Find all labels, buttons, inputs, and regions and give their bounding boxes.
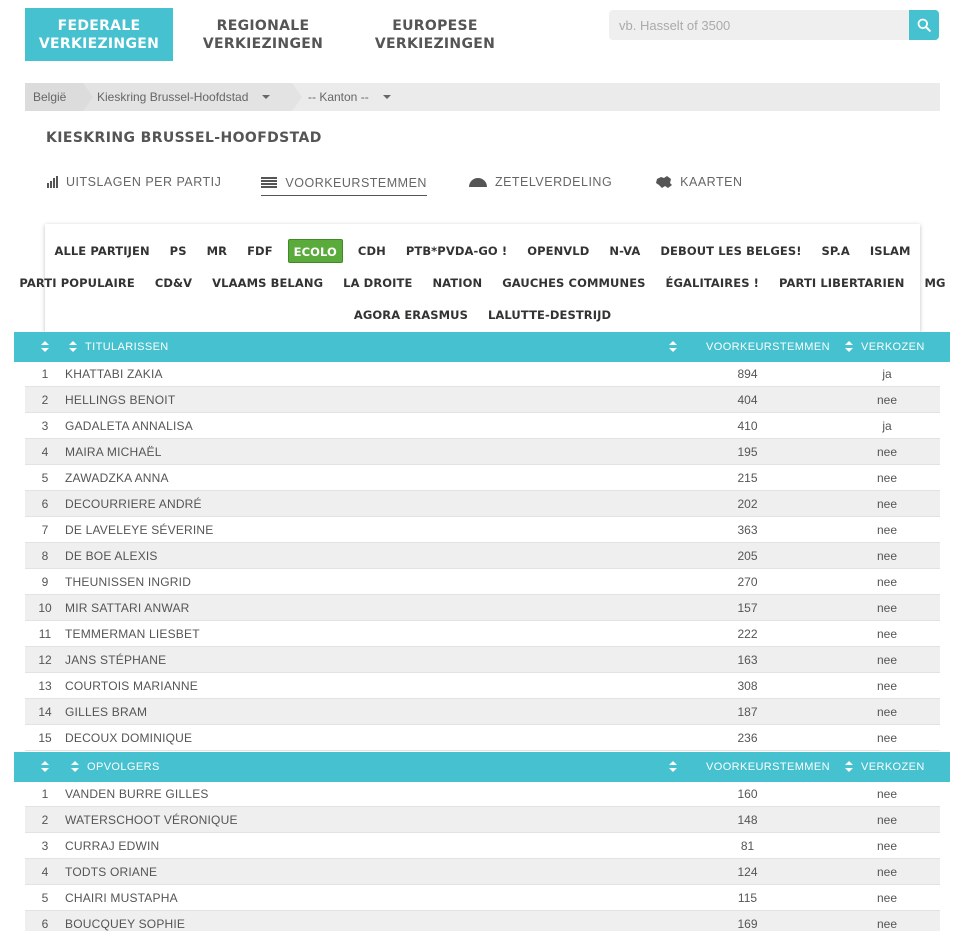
row-number: 9: [41, 574, 49, 589]
row-number: 10: [38, 600, 52, 615]
table-row: [25, 885, 940, 911]
elected-status: nee: [876, 626, 898, 641]
party-mr[interactable]: MR: [206, 244, 228, 258]
tab-zetelverdeling[interactable]: [469, 172, 612, 192]
elected-status: nee: [876, 444, 898, 459]
row-number: 4: [41, 864, 49, 879]
candidate-name: DECOUX DOMINIQUE: [65, 730, 193, 745]
map-icon: [656, 176, 672, 189]
sort-elected-button[interactable]: [845, 332, 925, 362]
candidate-name: DE LAVELEYE SÉVERINE: [65, 522, 214, 537]
table-row: [25, 833, 940, 859]
preference-votes: 894: [737, 366, 758, 381]
table-row: [25, 807, 940, 833]
preference-votes: 222: [737, 626, 758, 641]
party-parti-libertarien[interactable]: PARTI LIBERTARIEN: [779, 276, 905, 290]
party-nation[interactable]: NATION: [432, 276, 483, 290]
party-cd-v[interactable]: CD&V: [154, 276, 193, 290]
candidate-name: JANS STÉPHANE: [65, 652, 167, 667]
breadcrumb: [25, 83, 940, 111]
elected-status: nee: [876, 548, 898, 563]
tab-label-line1: EUROPESE: [392, 17, 478, 34]
party-n-va[interactable]: N-VA: [609, 244, 641, 258]
preference-votes: 202: [737, 496, 758, 511]
tab-federale-verkiezingen[interactable]: [25, 8, 173, 61]
preference-votes: 187: [737, 704, 758, 719]
tab-label-line2: VERKIEZINGEN: [202, 35, 324, 52]
elected-status: nee: [876, 838, 898, 853]
table-row: [25, 859, 940, 885]
candidate-name: DECOURRIERE ANDRÉ: [65, 496, 202, 511]
candidate-name: CHAIRI MUSTAPHA: [65, 890, 178, 905]
elected-status: nee: [876, 496, 898, 511]
party-ps[interactable]: PS: [169, 244, 187, 258]
canton-select[interactable]: [292, 83, 402, 111]
table-row: [25, 781, 940, 807]
preference-votes: 148: [737, 812, 758, 827]
elected-status: nee: [876, 786, 898, 801]
row-number: 8: [41, 548, 49, 563]
elected-status: nee: [876, 916, 898, 931]
tab-kaarten[interactable]: [656, 172, 742, 192]
party-gauches-communes[interactable]: GAUCHES COMMUNES: [502, 276, 646, 290]
party-lalutte-destrijd[interactable]: LALUTTE-DESTRIJD: [487, 308, 612, 322]
table-row: [25, 543, 940, 569]
table-row: [25, 517, 940, 543]
tab-europese-verkiezingen[interactable]: [361, 8, 509, 61]
candidate-name: COURTOIS MARIANNE: [65, 678, 198, 693]
tab-zetelverdeling-label: ZETELVERDELING: [494, 175, 613, 189]
party-ptb-pvda-go[interactable]: PTB*PVDA-GO !: [405, 244, 508, 258]
chevron-down-icon: [383, 95, 391, 99]
titularissen-table: [25, 361, 940, 751]
table-row: [25, 413, 940, 439]
table-row: [25, 699, 940, 725]
candidate-name: TEMMERMAN LIESBET: [65, 626, 200, 641]
tab-label-line2: VERKIEZINGEN: [38, 35, 160, 52]
elected-status: nee: [876, 812, 898, 827]
row-number: 3: [41, 418, 49, 433]
district-select-label: Kieskring Brussel-Hoofdstad: [97, 90, 249, 104]
district-select[interactable]: [83, 83, 292, 111]
party-debout-les-belges[interactable]: DEBOUT LES BELGES!: [660, 244, 802, 258]
table-row: [25, 673, 940, 699]
sort-elected-button[interactable]: [845, 752, 925, 782]
row-number: 15: [38, 730, 52, 745]
tab-regionale-verkiezingen[interactable]: [189, 8, 337, 61]
table-row: [25, 439, 940, 465]
elected-status: ja: [882, 366, 892, 381]
elected-status: nee: [876, 522, 898, 537]
party-ecolo[interactable]: ECOLO: [288, 239, 343, 263]
results-subtabs: [46, 172, 783, 196]
row-number: 1: [41, 786, 49, 801]
party-row: [45, 303, 920, 327]
preference-votes: 363: [737, 522, 758, 537]
row-number: 3: [41, 838, 49, 853]
candidate-name: ZAWADZKA ANNA: [65, 470, 169, 485]
chevron-down-icon: [262, 95, 270, 99]
party-la-droite[interactable]: LA DROITE: [343, 276, 413, 290]
row-number: 11: [38, 626, 52, 641]
opvolgers-table: [25, 781, 940, 931]
elected-status: nee: [876, 890, 898, 905]
row-number: 5: [41, 470, 49, 485]
candidate-name: WATERSCHOOT VÉRONIQUE: [65, 812, 238, 827]
preference-votes: 115: [737, 890, 758, 905]
sort-icon: [669, 341, 677, 353]
table-row: [25, 595, 940, 621]
elected-status: nee: [876, 574, 898, 589]
column-header-titularissen: TITULARISSEN: [85, 341, 169, 353]
tab-kaarten-label: KAARTEN: [680, 175, 743, 189]
party-row: [19, 271, 946, 295]
breadcrumb-separator: [83, 83, 93, 111]
candidate-name: GILLES BRAM: [65, 704, 148, 719]
hemicycle-icon: [469, 177, 487, 187]
sort-icon: [41, 341, 49, 353]
party-islam[interactable]: ISLAM: [869, 244, 911, 258]
list-icon: [261, 177, 277, 188]
preference-votes: 205: [737, 548, 758, 563]
row-number: 7: [41, 522, 49, 537]
candidate-name: MIR SATTARI ANWAR: [65, 600, 190, 615]
party-mg[interactable]: MG: [924, 276, 946, 290]
table-row: [25, 911, 940, 931]
party-filter-panel: [19, 224, 946, 332]
preference-votes: 215: [737, 470, 758, 485]
row-number: 6: [41, 916, 49, 931]
party-fdf[interactable]: FDF: [247, 244, 273, 258]
table-row: [25, 647, 940, 673]
table-row: [25, 387, 940, 413]
party-row: [45, 239, 920, 263]
preference-votes: 169: [737, 916, 758, 931]
elected-status: nee: [876, 652, 898, 667]
sort-number-button[interactable]: [41, 752, 57, 782]
row-number: 4: [41, 444, 49, 459]
candidate-name: TODTS ORIANE: [65, 864, 158, 879]
tab-uitslagen-label: UITSLAGEN PER PARTIJ: [66, 175, 222, 189]
breadcrumb-country-label: België: [33, 90, 67, 104]
elected-status: nee: [876, 600, 898, 615]
party-cdh[interactable]: CDH: [357, 244, 386, 258]
preference-votes: 236: [737, 730, 758, 745]
table-row: [25, 621, 940, 647]
row-number: 12: [38, 652, 52, 667]
candidate-name: BOUCQUEY SOPHIE: [65, 916, 186, 931]
tab-voorkeurstemmen-label: VOORKEURSTEMMEN: [285, 175, 427, 190]
elected-status: nee: [876, 730, 898, 745]
elected-status: nee: [876, 704, 898, 719]
candidate-name: GADALETA ANNALISA: [65, 418, 193, 433]
tab-voorkeurstemmen[interactable]: [261, 172, 427, 196]
table-row: [25, 465, 940, 491]
column-header-votes: VOORKEURSTEMMEN: [706, 341, 830, 353]
candidate-name: HELLINGS BENOIT: [65, 392, 176, 407]
table-row: [25, 491, 940, 517]
candidate-name: CURRAJ EDWIN: [65, 838, 160, 853]
row-number: 6: [41, 496, 49, 511]
opvolgers-table-header: [14, 752, 950, 782]
preference-votes: 195: [737, 444, 758, 459]
search-icon: [917, 18, 931, 32]
tab-label-line1: FEDERALE: [57, 17, 141, 34]
preference-votes: 308: [737, 678, 758, 693]
sort-number-button[interactable]: [41, 332, 57, 362]
search-box: [609, 10, 939, 40]
preference-votes: 270: [737, 574, 758, 589]
row-number: 1: [41, 366, 49, 381]
search-button[interactable]: [909, 10, 939, 40]
party-vlaams-belang[interactable]: VLAAMS BELANG: [212, 276, 324, 290]
column-header-elected: VERKOZEN: [861, 341, 925, 353]
row-number: 13: [38, 678, 52, 693]
tab-uitslagen-per-partij[interactable]: [46, 172, 221, 192]
preference-votes: 124: [737, 864, 758, 879]
table-row: [25, 569, 940, 595]
sort-icon: [41, 761, 49, 773]
bar-chart-icon: [46, 176, 58, 188]
party-egalitaires[interactable]: ÉGALITAIRES !: [665, 276, 760, 290]
sort-icon: [669, 761, 677, 773]
candidate-name: DE BOE ALEXIS: [65, 548, 158, 563]
sort-votes-button[interactable]: [669, 332, 685, 362]
row-number: 5: [41, 890, 49, 905]
party-agora-erasmus[interactable]: AGORA ERASMUS: [353, 308, 468, 322]
tab-label-line1: REGIONALE: [216, 17, 310, 34]
candidate-name: KHATTABI ZAKIA: [65, 366, 163, 381]
preference-votes: 163: [737, 652, 758, 667]
sort-name-button[interactable]: [69, 332, 169, 362]
candidate-name: MAIRA MICHAËL: [65, 444, 162, 459]
elected-status: ja: [882, 418, 892, 433]
preference-votes: 404: [737, 392, 758, 407]
elected-status: nee: [876, 470, 898, 485]
party-parti-populaire[interactable]: PARTI POPULAIRE: [19, 276, 135, 290]
search-input[interactable]: [609, 10, 909, 40]
preference-votes: 157: [737, 600, 758, 615]
candidate-name: THEUNISSEN INGRID: [65, 574, 192, 589]
column-header-votes: VOORKEURSTEMMEN: [706, 761, 830, 773]
candidate-name: VANDEN BURRE GILLES: [65, 786, 209, 801]
elected-status: nee: [876, 678, 898, 693]
row-number: 2: [41, 812, 49, 827]
preference-votes: 410: [737, 418, 758, 433]
sort-icon: [71, 761, 79, 773]
breadcrumb-separator: [292, 83, 302, 111]
column-header-elected: VERKOZEN: [861, 761, 925, 773]
titularissen-table-header: [14, 332, 950, 362]
sort-votes-button[interactable]: [669, 752, 685, 782]
row-number: 14: [38, 704, 52, 719]
preference-votes: 81: [740, 838, 755, 853]
election-type-nav: [25, 8, 533, 61]
party-openvld[interactable]: OPENVLD: [527, 244, 590, 258]
elected-status: nee: [876, 864, 898, 879]
canton-select-label: -- Kanton --: [308, 90, 369, 104]
tab-label-line2: VERKIEZINGEN: [374, 35, 496, 52]
table-row: [25, 725, 940, 751]
breadcrumb-country[interactable]: [25, 83, 83, 111]
sort-icon: [845, 341, 853, 353]
sort-icon: [845, 761, 853, 773]
table-row: [25, 361, 940, 387]
party-sp-a[interactable]: SP.A: [821, 244, 850, 258]
row-number: 2: [41, 392, 49, 407]
column-header-opvolgers: OPVOLGERS: [87, 761, 160, 773]
sort-icon: [69, 341, 77, 353]
sort-name-button[interactable]: [71, 752, 160, 782]
party-alle-partijen[interactable]: ALLE PARTIJEN: [54, 244, 150, 258]
elected-status: nee: [876, 392, 898, 407]
preference-votes: 160: [737, 786, 758, 801]
page-title: KIESKRING BRUSSEL-HOOFDSTAD: [46, 130, 322, 146]
